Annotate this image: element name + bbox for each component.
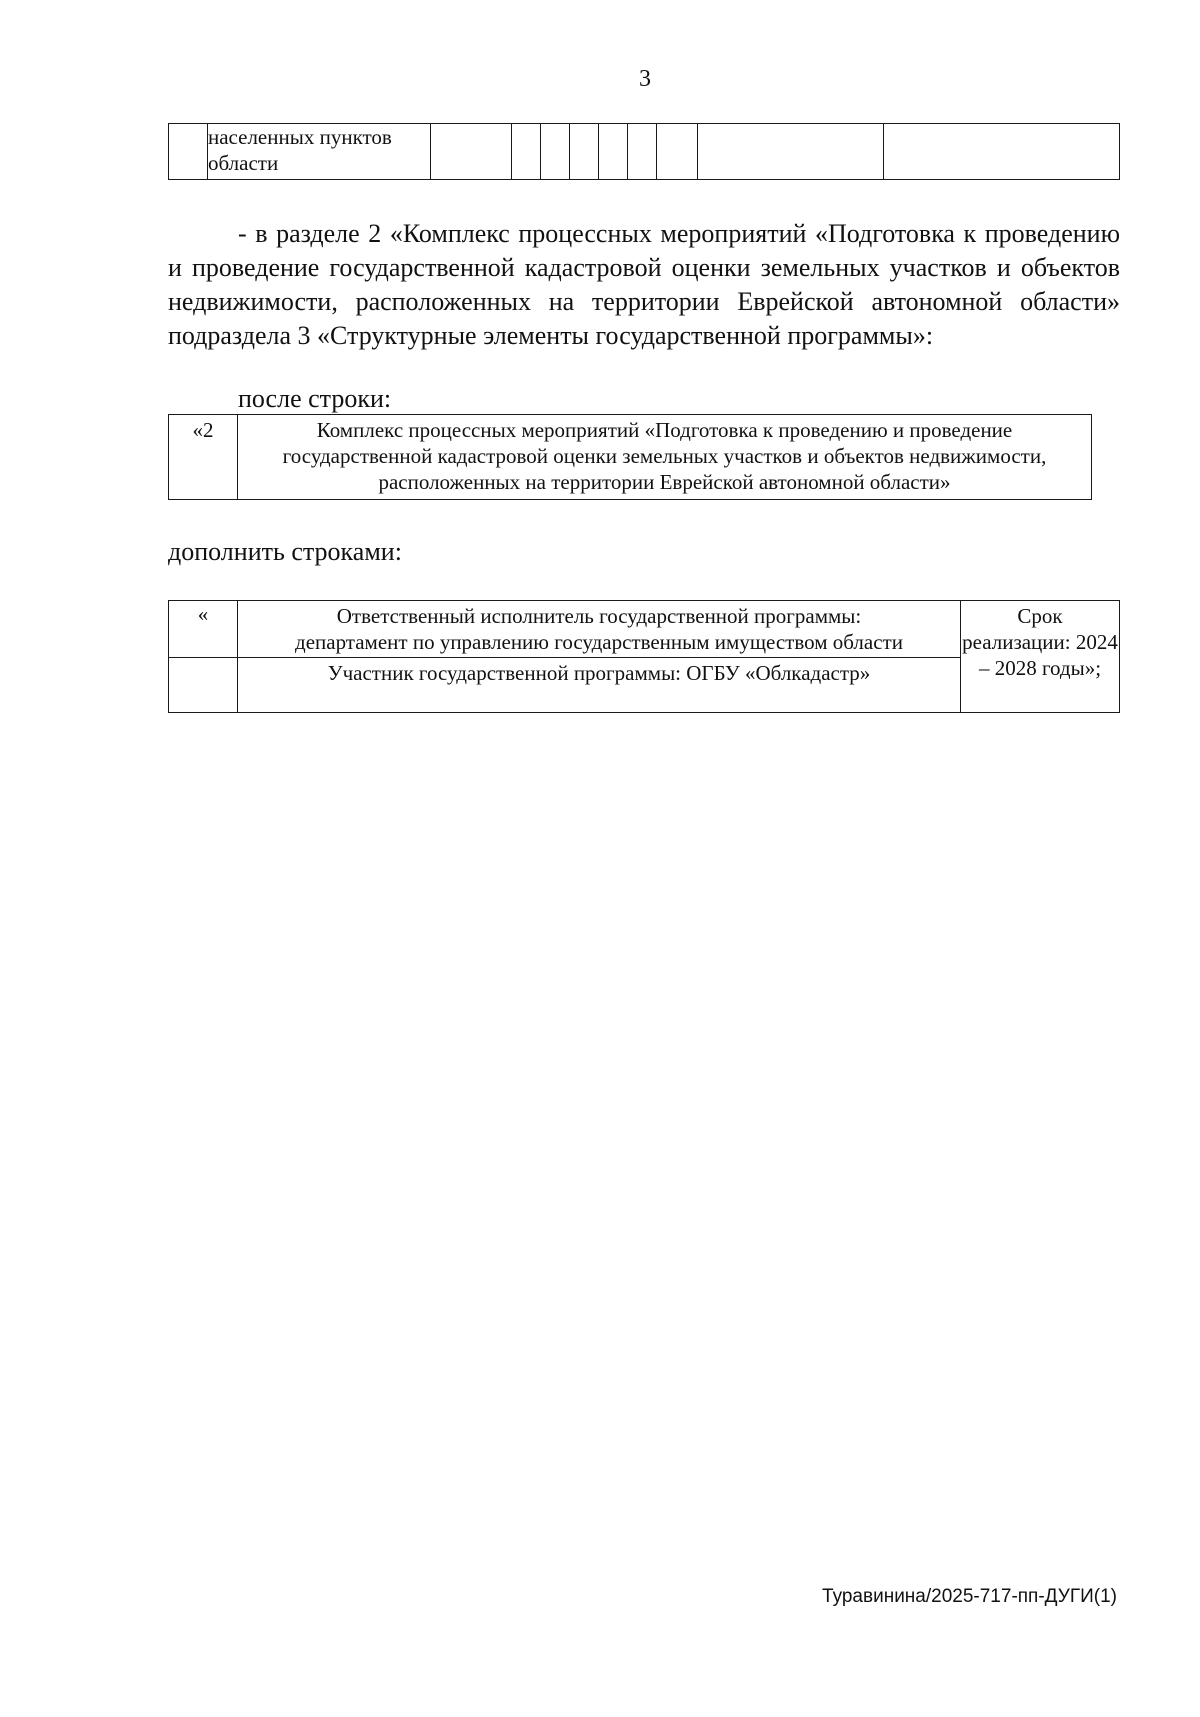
page-number: 3 bbox=[639, 66, 651, 92]
cell-line: населенных пунктов bbox=[208, 125, 392, 149]
table-cell bbox=[599, 124, 628, 180]
table-cell bbox=[628, 124, 657, 180]
row-number: «2 bbox=[169, 415, 238, 500]
responsible-line: Ответственный исполнитель государственной программы: bbox=[336, 604, 862, 628]
term-cell: Срок реализации: 2024 – 2028 годы»; bbox=[961, 601, 1120, 713]
document-code: Туравинина/2025-717-пп-ДУГИ(1) bbox=[822, 1586, 1117, 1607]
table-cell bbox=[884, 124, 1120, 180]
cell-line: области bbox=[208, 151, 279, 175]
after-row-label: после строки: bbox=[238, 384, 392, 413]
paragraph-text: - в разделе 2 «Комплекс процессных мероприятий «Подготовка к проведению и проведение государственной кадастровой оценки земельных участков и объектов недвижимости, расположенных на территории Еврейской автономной области» подраздела 3 «Структурные элементы государственной программы»: bbox=[168, 219, 1120, 350]
table-cell bbox=[698, 124, 884, 180]
existing-row-table bbox=[168, 414, 1092, 500]
row-text: Комплекс процессных мероприятий «Подготовка к проведению и проведение государственной кадастровой оценки земельных участков и объектов недвижимости, расположенных на территории Еврейской автономной области» bbox=[238, 415, 1092, 500]
table-cell bbox=[169, 124, 208, 180]
amendment-paragraph bbox=[168, 217, 1120, 353]
add-rows-label: дополнить строками: bbox=[168, 537, 402, 566]
table-cell bbox=[431, 124, 512, 180]
table-cell bbox=[541, 124, 570, 180]
table-cell bbox=[570, 124, 599, 180]
open-quote-cell: « bbox=[169, 601, 238, 658]
table-cell bbox=[512, 124, 541, 180]
empty-cell bbox=[169, 658, 238, 713]
table-cell-settlements bbox=[208, 124, 431, 180]
table-cell bbox=[657, 124, 698, 180]
responsible-executor-cell bbox=[238, 601, 961, 658]
continuation-table bbox=[168, 123, 1120, 180]
participant-cell: Участник государственной программы: ОГБУ «Облкадастр» bbox=[238, 658, 961, 713]
new-rows-table bbox=[168, 600, 1120, 713]
responsible-line: департамент по управлению государственным имуществом области bbox=[295, 630, 903, 654]
